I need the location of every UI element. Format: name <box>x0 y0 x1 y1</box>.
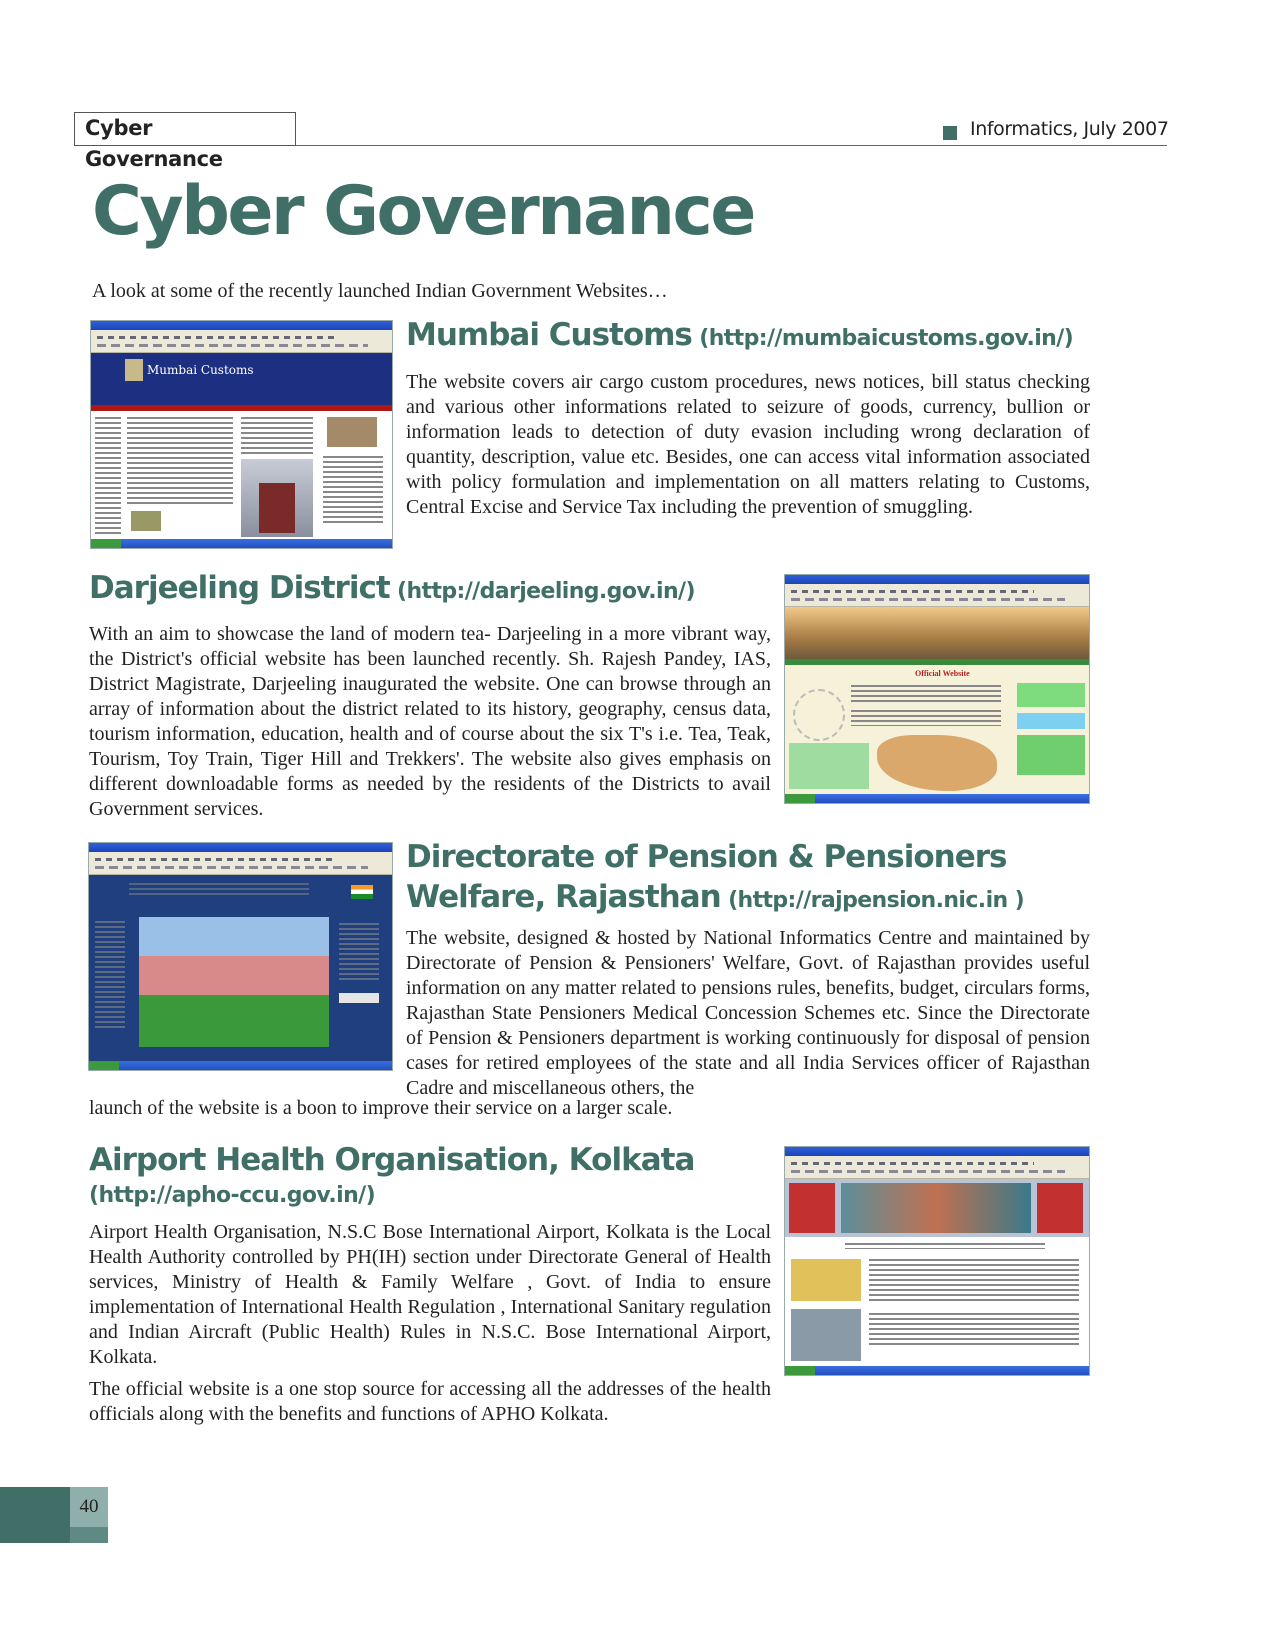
apho-body: Airport Health Organisation, N.S.C Bose International Airport, Kolkata is the Local Health Authority controlled by PH(IH) section under Directorate General of Health services, Ministry of Health & Family Welfare , Govt. of India to ensure implementation of International Health Regulation , International Sanitary regulation and Indian Aircraft (Public Health) Rules in N.S.C. Bose International Airport, Kolkata. <box>89 1221 771 1368</box>
page-number-block <box>0 1487 70 1527</box>
mumbai-customs-website-screenshot <box>90 320 393 549</box>
page-title: Cyber Governance <box>92 172 754 251</box>
page-number: 40 <box>70 1487 108 1527</box>
header-square-icon <box>943 126 957 140</box>
header-rule <box>296 145 1167 146</box>
running-header-issue: Informatics, July 2007 <box>970 118 1169 140</box>
screenshot-banner-text: Mumbai Customs <box>147 363 254 377</box>
rajpension-body-continued: launch of the website is a boon to improve their service on a larger scale. <box>89 1097 673 1119</box>
mumbai-customs-body: The website covers air cargo custom procedures, news notices, bill status checking and various other informations related to seizure of goods, currency, bullion or information leads to detection of duty evasion including wrong declaration of quantity, description, value etc. Besides, one can access vital information associated with policy formulation and implementation on all matters relating to Customs, Central Excise and Service Tax including the prevention of smuggling. <box>406 371 1090 518</box>
screenshot-heading-text: Official Website <box>915 669 970 678</box>
apho-body-second: The official website is a one stop source for accessing all the addresses of the health officials along with the benefits and functions of APHO Kolkata. <box>89 1378 771 1425</box>
page-number-block-lower <box>0 1527 70 1543</box>
section-url-link[interactable]: (http://rajpension.nic.in ) <box>728 888 1025 913</box>
section-title-mumbai-customs <box>406 317 1096 353</box>
section-name: Darjeeling District <box>89 570 390 606</box>
intro-text: A look at some of the recently launched Indian Government Websites… <box>92 280 668 302</box>
section-name: Airport Health Organisation, Kolkata <box>89 1142 695 1178</box>
running-header-section-tag: Cyber Governance <box>74 112 296 146</box>
section-url-link[interactable]: (http://apho-ccu.gov.in/) <box>89 1183 376 1208</box>
rajpension-website-screenshot <box>88 842 393 1071</box>
rajpension-body: The website, designed & hosted by National Informatics Centre and maintained by Directorate of Pension & Pensioners' Welfare, Govt. of Rajasthan provides useful information on any matter related to pensions rules, benefits, budget, circulars forms, Rajasthan State Pensioners Medical Concession Schemes etc. Since the Directorate of Pension & Pensioners department is working continuously for disposal of pension cases for retired employees of the state and all India Services officer of Rajasthan Cadre and miscellaneous others, the <box>406 927 1090 1099</box>
darjeeling-body: With an aim to showcase the land of modern tea- Darjeeling in a more vibrant way, the District's official website has been launched recently. Sh. Rajesh Pandey, IAS, District Magistrate, Darjeeling inaugurated the website. One can browse through an array of information about the district related to its history, geography, census data, tourism information, education, health and of course about the six T's i.e. Tea, Teak, Tourism, Toy Train, Tiger Hill and Trekkers'. The website also gives emphasis on different downloadable forms as needed by the residents of the Districts to avail Government services. <box>89 623 771 820</box>
apho-website-screenshot <box>784 1146 1090 1376</box>
section-title-rajpension <box>406 838 1090 920</box>
darjeeling-website-screenshot <box>784 574 1090 804</box>
section-url-link[interactable]: (http://mumbaicustoms.gov.in/) <box>699 326 1074 351</box>
section-name: Mumbai Customs <box>406 317 692 353</box>
section-title-darjeeling <box>89 570 769 606</box>
page-number-strip <box>70 1527 108 1543</box>
section-name: Directorate of Pension & Pensioners Welfare, Rajasthan <box>406 839 1007 915</box>
section-url-link[interactable]: (http://darjeeling.gov.in/) <box>397 579 695 604</box>
section-title-apho <box>89 1144 769 1212</box>
